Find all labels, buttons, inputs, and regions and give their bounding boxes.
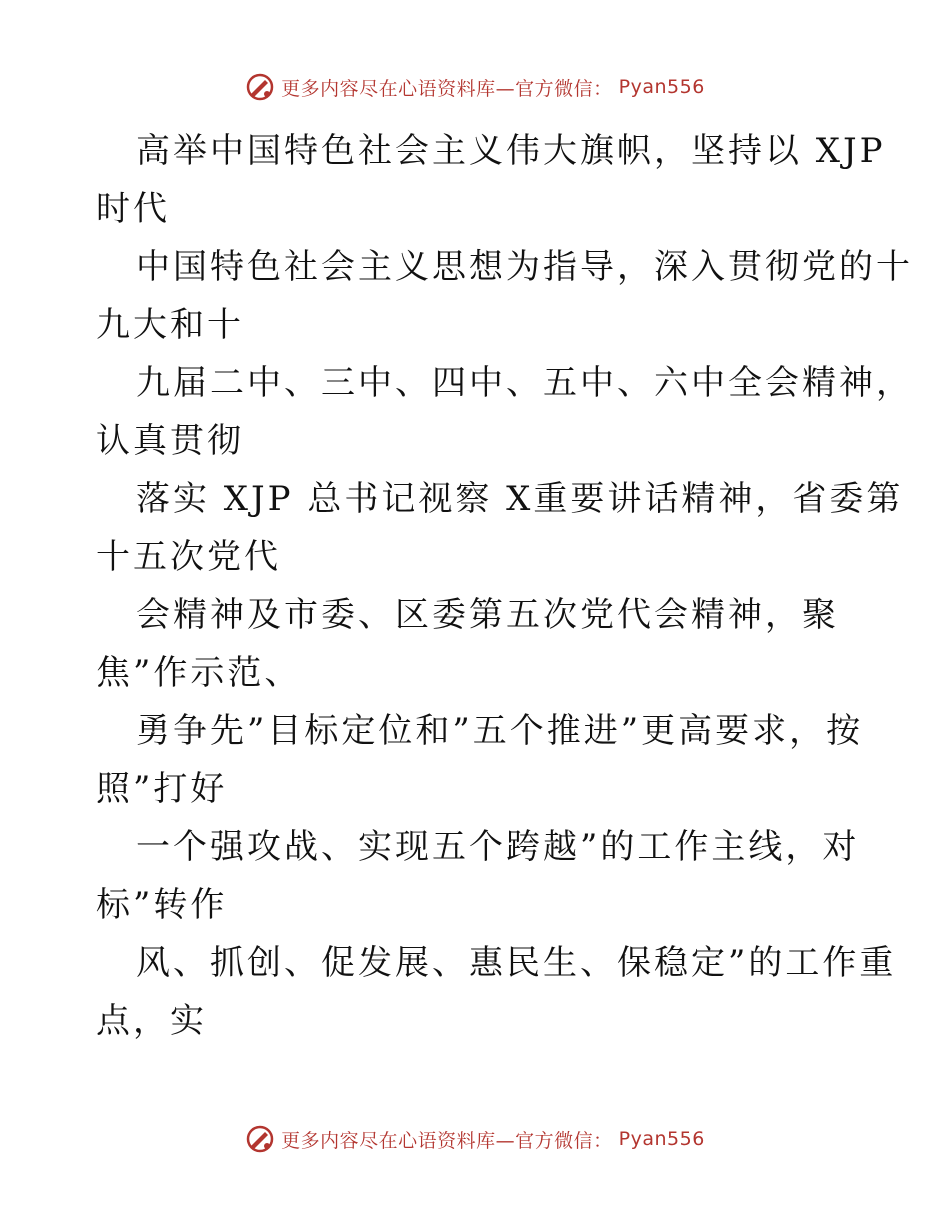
paragraph-line: 高举中国特色社会主义伟大旗帜，坚持以 XJP — [136, 131, 886, 171]
paragraph — [96, 702, 864, 818]
paragraph-line-wrap: 点，实 — [96, 1001, 207, 1041]
pen-logo-icon — [245, 72, 275, 102]
paragraph-line-wrap: 焦”作示范、 — [96, 653, 302, 693]
paragraph — [96, 354, 913, 470]
watermark-text: 更多内容尽在心语资料库—官方微信： — [281, 1129, 613, 1152]
paragraph — [96, 818, 860, 934]
paragraph-line: 勇争先”目标定位和”五个推进”更高要求，按 — [136, 711, 864, 751]
header-watermark — [0, 72, 950, 102]
watermark-text: 更多内容尽在心语资料库—官方微信： — [281, 77, 613, 100]
paragraph — [96, 470, 904, 586]
paragraph-line-wrap: 十五次党代 — [96, 537, 281, 577]
paragraph — [96, 934, 897, 1050]
paragraph — [96, 586, 856, 702]
document-body — [96, 122, 913, 1050]
paragraph-line-wrap: 标”转作 — [96, 885, 228, 925]
pen-logo-icon — [245, 1124, 275, 1154]
paragraph — [96, 238, 913, 354]
paragraph-line-wrap: 九大和十 — [96, 305, 244, 345]
paragraph-line: 落实 XJP 总书记视察 X重要讲话精神，省委第 — [136, 479, 904, 519]
paragraph-line: 风、抓创、促发展、惠民生、保稳定”的工作重 — [136, 943, 897, 983]
footer-watermark — [0, 1124, 950, 1154]
paragraph-line-wrap: 照”打好 — [96, 769, 228, 809]
paragraph-line: 中国特色社会主义思想为指导，深入贯彻党的十 — [136, 247, 913, 287]
paragraph-line: 九届二中、三中、四中、五中、六中全会精神， — [136, 363, 913, 403]
paragraph — [96, 122, 886, 238]
wechat-id: Pyan556 — [618, 1128, 705, 1150]
paragraph-line-wrap: 认真贯彻 — [96, 421, 244, 461]
paragraph-line: 一个强攻战、实现五个跨越”的工作主线，对 — [136, 827, 860, 867]
paragraph-line-wrap: 时代 — [96, 189, 170, 229]
paragraph-line: 会精神及市委、区委第五次党代会精神，聚 — [136, 595, 839, 635]
wechat-id: Pyan556 — [618, 76, 705, 98]
